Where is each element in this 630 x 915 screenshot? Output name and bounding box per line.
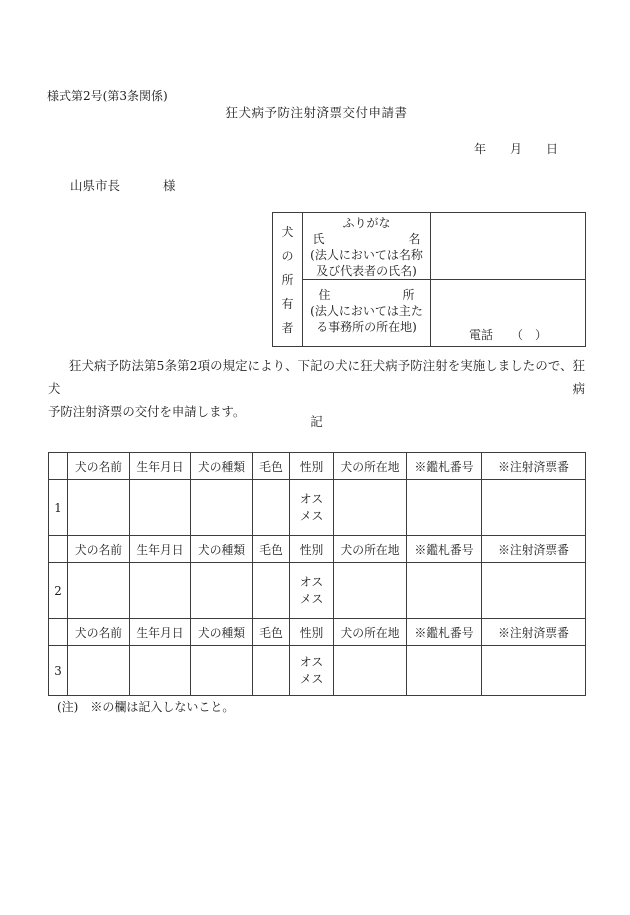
sex-option-male-2: オス <box>299 574 324 589</box>
name-label: 氏 名 <box>312 232 421 246</box>
sex-option-female-1: メス <box>299 508 324 523</box>
col-header-breed: 犬の種類 <box>191 619 253 646</box>
location-field-1 <box>334 480 407 536</box>
dog-table-header-row-2 <box>49 536 586 563</box>
row-number-3: 3 <box>49 646 68 696</box>
col-header-birth-date: 生年月日 <box>130 536 191 563</box>
breed-field-3 <box>191 646 253 696</box>
col-header-certificate-number: ※注射済票番 <box>482 536 586 563</box>
coat-color-field-1 <box>253 480 290 536</box>
col-header-dog-name: 犬の名前 <box>68 536 130 563</box>
dog-name-field-1 <box>68 480 130 536</box>
dog-table-header-row-1 <box>49 453 586 480</box>
col-header-certificate-number: ※注射済票番 <box>482 453 586 480</box>
col-header-dog-name: 犬の名前 <box>68 619 130 646</box>
furigana-label: ふりがな <box>342 216 391 230</box>
dog-name-field-3 <box>68 646 130 696</box>
location-field-2 <box>334 563 407 619</box>
footnote: (注) ※の欄は記入しないこと。 <box>57 700 235 714</box>
row-number-2: 2 <box>49 563 68 619</box>
dog-table-header-row-3 <box>49 619 586 646</box>
col-header-license-number: ※鑑札番号 <box>407 453 482 480</box>
date-line: 年 月 日 <box>473 142 558 156</box>
col-header-row-number <box>49 536 68 563</box>
sex-option-female-3: メス <box>299 671 324 686</box>
address-label: 住 所 <box>318 288 415 302</box>
location-field-3 <box>334 646 407 696</box>
dog-info-table <box>48 452 586 696</box>
addressee-name: 山県市長 <box>70 178 121 193</box>
sex-option-female-2: メス <box>299 591 324 606</box>
sex-option-male-1: オス <box>299 491 324 506</box>
col-header-coat-color: 毛色 <box>253 453 290 480</box>
owner-section-label <box>273 213 303 347</box>
breed-field-2 <box>191 563 253 619</box>
col-header-certificate-number: ※注射済票番 <box>482 619 586 646</box>
certificate-number-field-2 <box>482 563 586 619</box>
dog-table-data-row-1 <box>49 480 586 536</box>
col-header-license-number: ※鑑札番号 <box>407 619 482 646</box>
sex-field-3 <box>290 646 334 696</box>
col-header-location: 犬の所在地 <box>334 453 407 480</box>
row-number-1: 1 <box>49 480 68 536</box>
address-note-line2: る事務所の所在地) <box>316 320 417 334</box>
addressee-honorific: 様 <box>163 178 176 193</box>
dog-table-data-row-2 <box>49 563 586 619</box>
col-header-breed: 犬の種類 <box>191 453 253 480</box>
license-number-field-1 <box>407 480 482 536</box>
name-note-line2: 及び代表者の氏名) <box>316 264 417 278</box>
birth-date-field-2 <box>130 563 191 619</box>
statement-line-1: 狂犬病予防法第5条第2項の規定により、下記の犬に狂犬病予防注射を実施しましたので、狂犬病 <box>48 358 585 396</box>
coat-color-field-3 <box>253 646 290 696</box>
birth-date-field-1 <box>130 480 191 536</box>
col-header-birth-date: 生年月日 <box>130 619 191 646</box>
col-header-breed: 犬の種類 <box>191 536 253 563</box>
coat-color-field-2 <box>253 563 290 619</box>
dog-name-field-2 <box>68 563 130 619</box>
col-header-coat-color: 毛色 <box>253 536 290 563</box>
owner-section-label-text: 犬の所有者 <box>281 224 294 335</box>
sex-field-1 <box>290 480 334 536</box>
birth-date-field-3 <box>130 646 191 696</box>
owner-name-label <box>303 213 431 280</box>
col-header-coat-color: 毛色 <box>253 619 290 646</box>
dog-table-data-row-3 <box>49 646 586 696</box>
col-header-location: 犬の所在地 <box>334 536 407 563</box>
col-header-sex: 性別 <box>290 619 334 646</box>
page-title: 狂犬病予防注射済票交付申請書 <box>225 105 408 120</box>
owner-name-field <box>431 213 586 280</box>
form-number: 様式第2号(第3条関係) <box>47 89 168 103</box>
col-header-sex: 性別 <box>290 453 334 480</box>
col-header-sex: 性別 <box>290 536 334 563</box>
col-header-dog-name: 犬の名前 <box>68 453 130 480</box>
col-header-license-number: ※鑑札番号 <box>407 536 482 563</box>
owner-address-field <box>431 280 586 347</box>
certificate-number-field-1 <box>482 480 586 536</box>
addressee-line <box>70 176 176 194</box>
col-header-location: 犬の所在地 <box>334 619 407 646</box>
record-marker: 記 <box>310 414 323 429</box>
col-header-birth-date: 生年月日 <box>130 453 191 480</box>
owner-address-row <box>273 280 586 347</box>
sex-option-male-3: オス <box>299 654 324 669</box>
address-note-line1: (法人においては主た <box>310 304 423 318</box>
sex-field-2 <box>290 563 334 619</box>
owner-name-row <box>273 213 586 280</box>
license-number-field-2 <box>407 563 482 619</box>
col-header-row-number <box>49 619 68 646</box>
breed-field-1 <box>191 480 253 536</box>
certificate-number-field-3 <box>482 646 586 696</box>
name-note-line1: (法人においては名称 <box>310 248 423 262</box>
statement-line-2: 予防注射済票の交付を申請します。 <box>48 404 246 419</box>
owner-info-table <box>272 212 586 347</box>
col-header-row-number <box>49 453 68 480</box>
phone-label: 電話 （ ） <box>469 328 548 342</box>
license-number-field-3 <box>407 646 482 696</box>
owner-address-label <box>303 280 431 347</box>
